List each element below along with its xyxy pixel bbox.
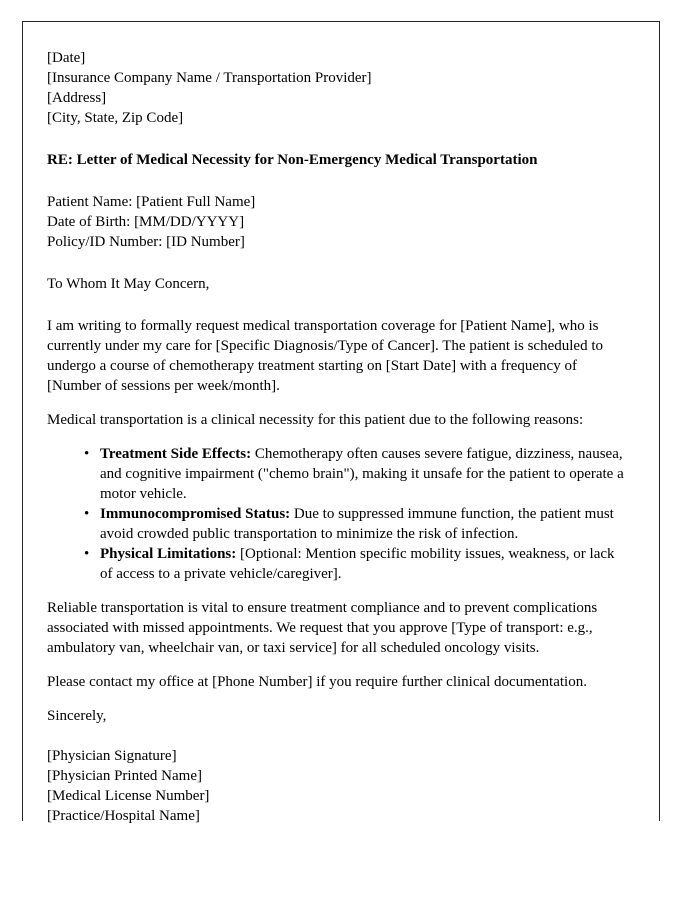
practice-name-line: [Practice/Hospital Name] (47, 808, 200, 824)
license-number-line: [Medical License Number] (47, 788, 210, 804)
recipient-address-block (47, 48, 625, 128)
paragraph-approval-request: Reliable transportation is vital to ensure treatment compliance and to prevent complications associated with missed appointments. We request that you approve [Type of transport: e.g., ambulatory van, wheelchair van, or taxi service] for all scheduled oncology visits. (47, 600, 598, 656)
list-item (86, 504, 625, 544)
recipient-line-date: [Date] (47, 50, 86, 66)
recipient-line-address: [Address] (47, 90, 107, 106)
paragraph-contact: Please contact my office at [Phone Number] if you require further clinical documentation. (47, 674, 587, 690)
patient-info-block (47, 192, 625, 252)
patient-dob-line: Date of Birth: [MM/DD/YYYY] (47, 214, 245, 230)
reason-lead-label: Immunocompromised Status: (100, 506, 291, 522)
closing-salutation: Sincerely, (47, 708, 107, 724)
signature-block (47, 746, 625, 826)
printed-name-line: [Physician Printed Name] (47, 768, 202, 784)
reason-body-text: Chemotherapy often causes severe fatigue, dizziness, nausea, and cognitive impairment ("chemo brain"), making it unsafe for the patient to operate a motor vehicle. (100, 446, 624, 502)
patient-policy-id-line: Policy/ID Number: [ID Number] (47, 234, 245, 250)
signature-line: [Physician Signature] (47, 748, 177, 764)
reason-body-text: [Optional: Mention specific mobility issues, weakness, or lack of access to a private vehicle/caregiver]. (100, 546, 615, 582)
subject-line: RE: Letter of Medical Necessity for Non-Emergency Medical Transportation (47, 152, 538, 168)
paragraph-reasons-intro: Medical transportation is a clinical necessity for this patient due to the following reasons: (47, 412, 584, 428)
list-item (86, 544, 625, 584)
salutation: To Whom It May Concern, (47, 276, 210, 292)
recipient-line-company: [Insurance Company Name / Transportation Provider] (47, 70, 372, 86)
letter-content (47, 48, 625, 826)
patient-name-line: Patient Name: [Patient Full Name] (47, 194, 256, 210)
reason-lead-label: Physical Limitations: (100, 546, 237, 562)
reason-lead-label: Treatment Side Effects: (100, 446, 252, 462)
paragraph-request: I am writing to formally request medical transportation coverage for [Patient Name], who is currently under my care for [Specific Diagnosis/Type of Cancer]. The patient is scheduled to undergo a course of chemotherapy treatment starting on [Start Date] with a frequency of [Number of sessions per week/month]. (47, 318, 603, 394)
clinical-reasons-list (47, 444, 625, 584)
list-item (86, 444, 625, 504)
document-page (22, 21, 660, 824)
recipient-line-city-state-zip: [City, State, Zip Code] (47, 110, 184, 126)
reason-body-text: Due to suppressed immune function, the patient must avoid crowded public transportation to minimize the risk of infection. (100, 506, 614, 542)
